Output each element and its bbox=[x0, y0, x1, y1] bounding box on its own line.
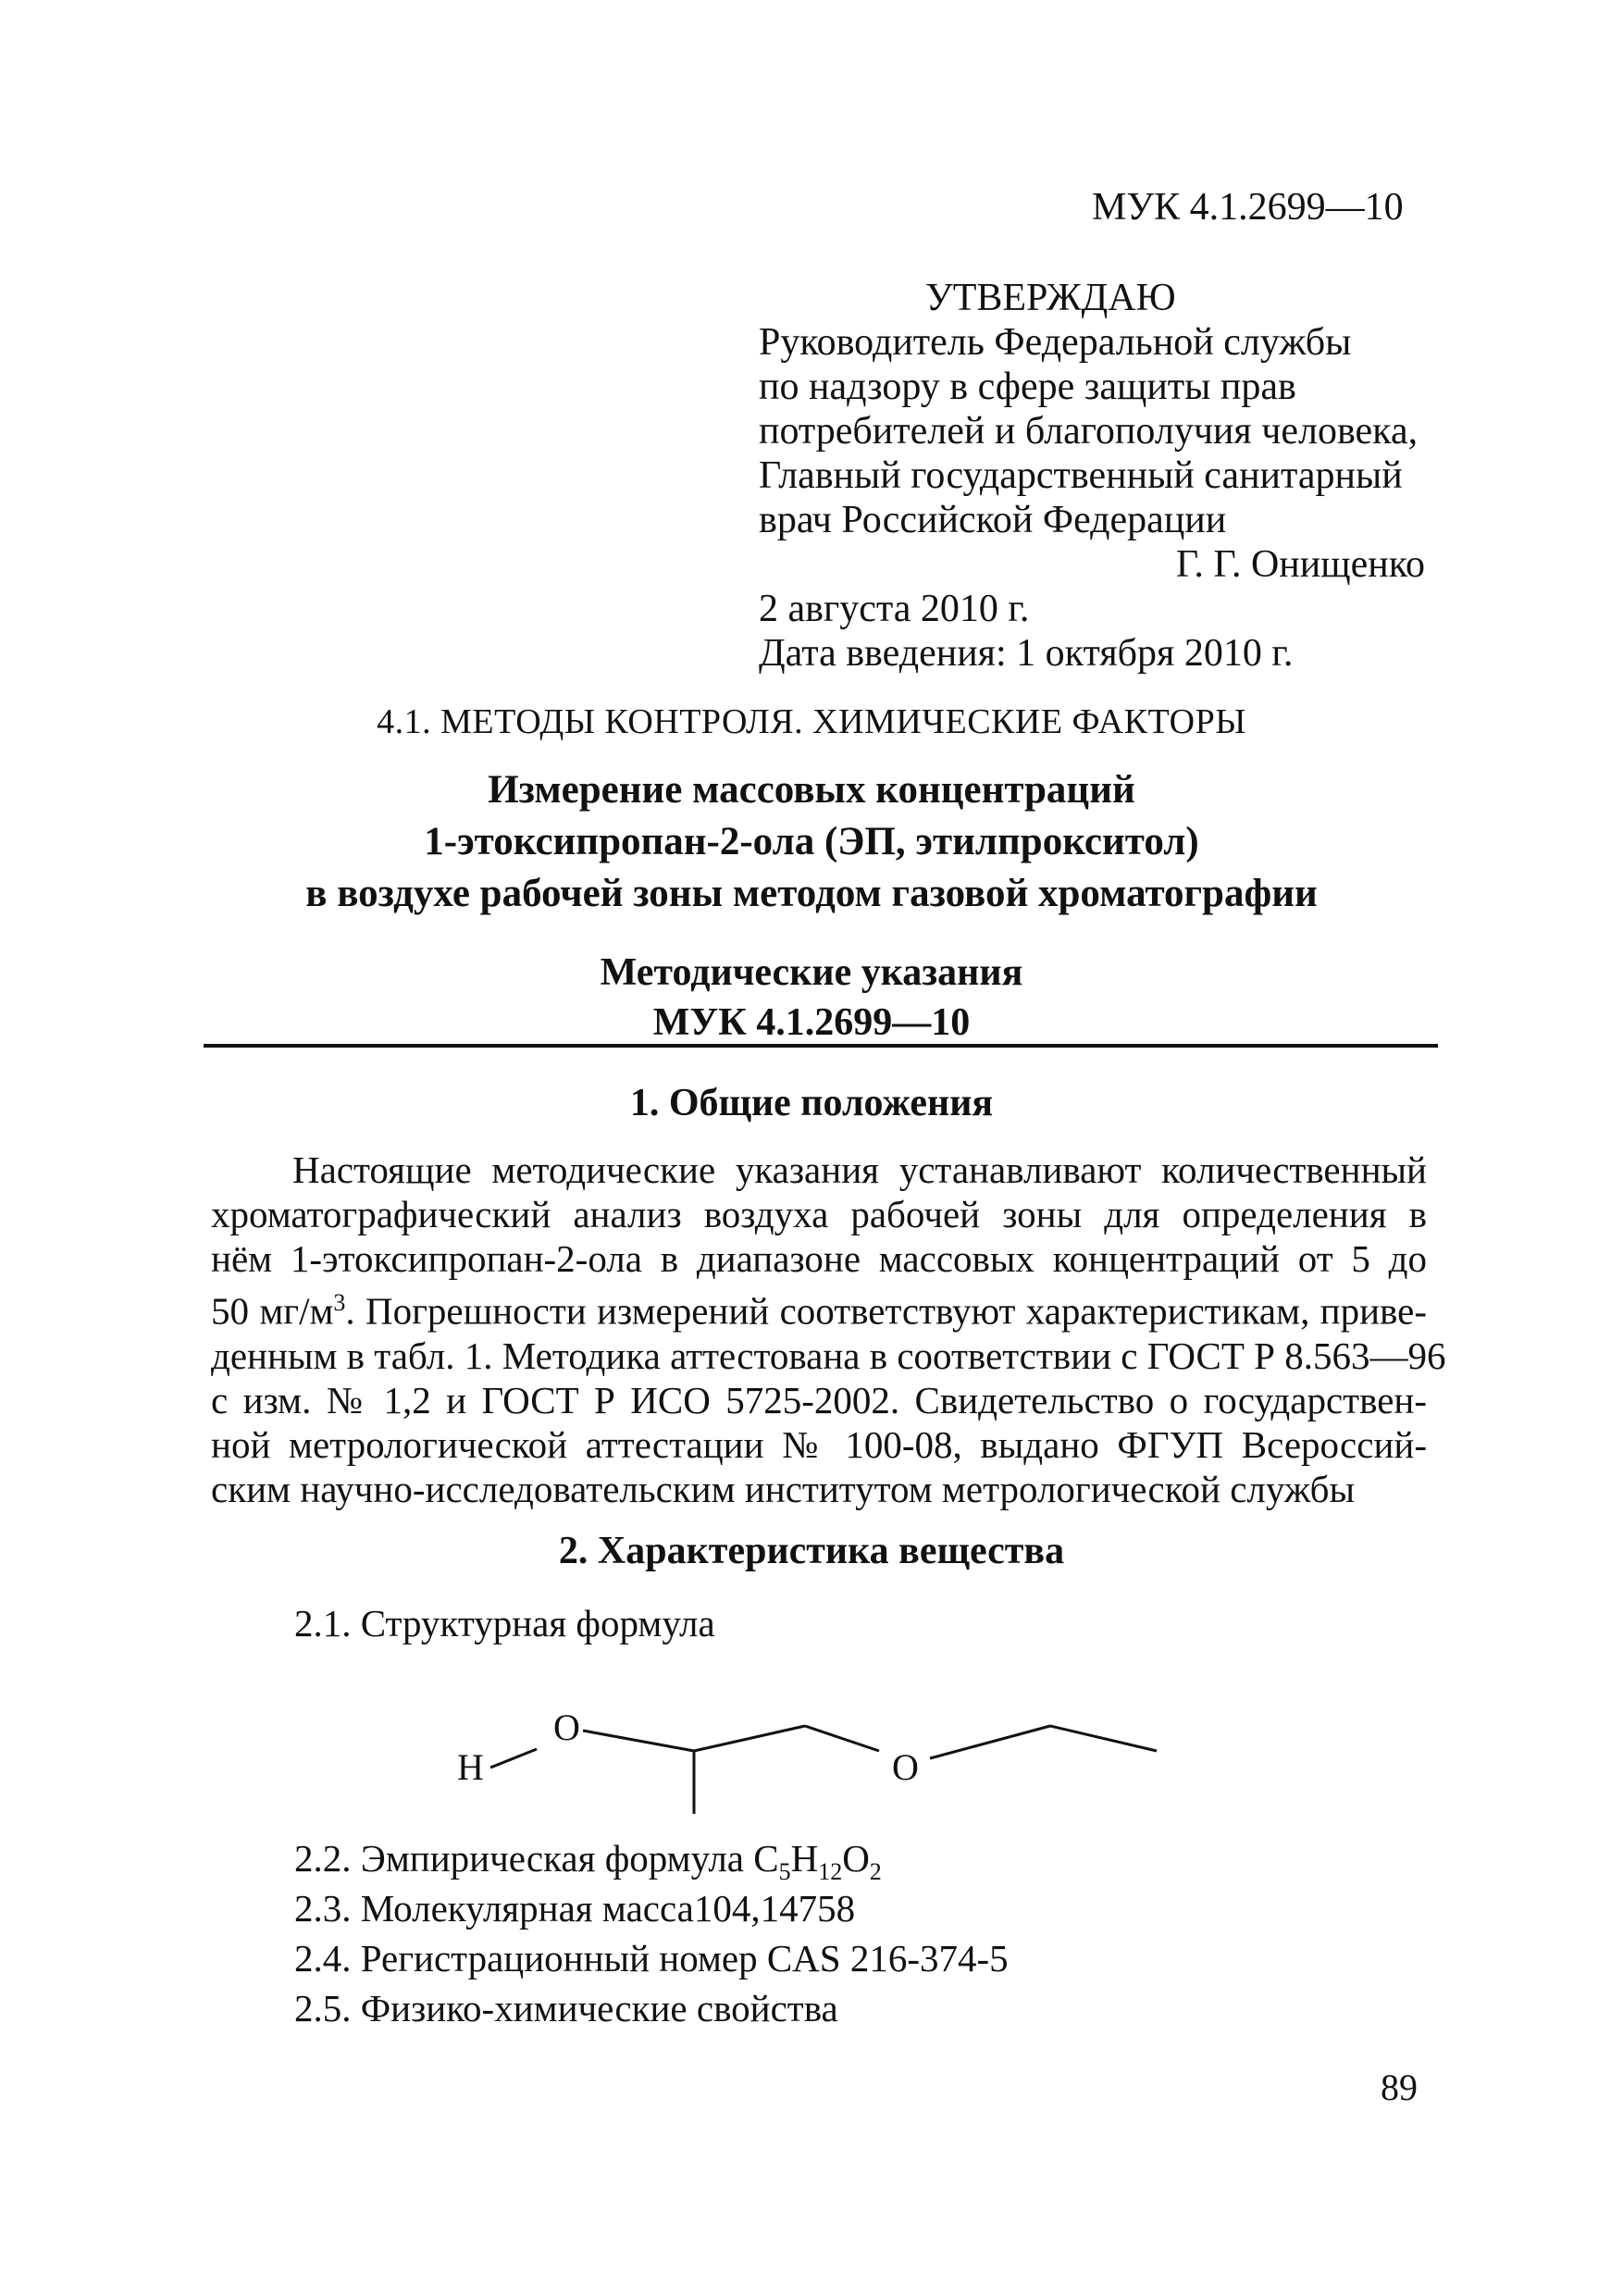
paragraph-line: хроматографический анализ воздуха рабочей зоны для определения в bbox=[211, 1193, 1427, 1235]
subscript: 2 bbox=[869, 1858, 882, 1886]
page-number: 89 bbox=[1381, 2066, 1418, 2108]
approval-block bbox=[759, 276, 1425, 676]
unit-superscript: 3 bbox=[333, 1289, 346, 1316]
effective-date: Дата введения: 1 октября 2010 г. bbox=[759, 632, 1294, 675]
atom-o: O bbox=[553, 1706, 580, 1748]
approval-line: Руководитель Федеральной службы bbox=[759, 321, 1352, 364]
structural-formula bbox=[444, 1684, 1184, 1814]
structural-formula-label: 2.1. Структурная формула bbox=[294, 1602, 715, 1644]
bond bbox=[583, 1731, 694, 1751]
concentration-unit: 50 мг/м bbox=[211, 1289, 334, 1333]
document-subtitle bbox=[0, 948, 1623, 1048]
atom-h: H bbox=[457, 1746, 484, 1788]
cas-number: 2.4. Регистрационный номер CAS 216-374-5 bbox=[294, 1937, 1009, 1980]
section-heading: 4.1. МЕТОДЫ КОНТРОЛЯ. ХИМИЧЕСКИЕ ФАКТОРЫ bbox=[377, 702, 1246, 741]
title-line: 1-этоксипропан-2-ола (ЭП, этилпрокситол) bbox=[424, 820, 1199, 863]
paragraph-line: с изм. № 1,2 и ГОСТ Р ИСО 5725-2002. Свидетельство о государствен- bbox=[211, 1378, 1427, 1421]
empirical-formula bbox=[294, 1836, 882, 1886]
bond bbox=[1050, 1726, 1157, 1751]
paragraph-line: денным в табл. 1. Методика аттестована в соответствии с ГОСТ Р 8.563—96 bbox=[211, 1334, 1446, 1377]
element-h: H bbox=[790, 1837, 819, 1880]
paragraph-line: Настоящие методические указания устанавливают количественный bbox=[292, 1148, 1427, 1191]
subscript: 5 bbox=[778, 1858, 791, 1886]
approval-heading: УТВЕРЖДАЮ bbox=[925, 277, 1176, 319]
paragraph-text: . Погрешности измерений соответствуют характеристикам, приве- bbox=[345, 1289, 1427, 1333]
atom-o: O bbox=[892, 1746, 919, 1788]
paragraph-line bbox=[211, 1281, 1427, 1334]
approval-line: врач Российской Федерации bbox=[759, 499, 1227, 541]
bond bbox=[694, 1726, 805, 1751]
section1-paragraph bbox=[211, 1148, 1446, 1511]
paragraph-line: нём 1-этоксипропан-2-ола в диапазоне массовых концентраций от 5 до bbox=[211, 1237, 1427, 1280]
element-o: O bbox=[842, 1837, 870, 1880]
paragraph-line: ским научно-исследовательским институтом метрологической службы bbox=[211, 1467, 1356, 1510]
approval-line: потребителей и благополучия человека, bbox=[759, 410, 1419, 453]
properties-label: 2.5. Физико-химические свойства bbox=[294, 1987, 838, 2029]
section1-heading: 1. Общие положения bbox=[629, 1082, 994, 1124]
approval-line: по надзору в сфере защиты прав bbox=[759, 366, 1296, 408]
subtitle-line: МУК 4.1.2699—10 bbox=[652, 1001, 971, 1044]
approval-line: Главный государственный санитарный bbox=[759, 454, 1403, 497]
approval-signatory: Г. Г. Онищенко bbox=[1175, 543, 1425, 586]
document-title bbox=[0, 764, 1623, 920]
subscript: 12 bbox=[818, 1858, 843, 1886]
bond bbox=[930, 1726, 1050, 1758]
subtitle-line: Методические указания bbox=[600, 951, 1023, 994]
bond bbox=[805, 1726, 879, 1751]
document-code: МУК 4.1.2699—10 bbox=[1092, 186, 1404, 229]
horizontal-rule bbox=[204, 1044, 1438, 1048]
bond bbox=[490, 1749, 537, 1768]
approval-date: 2 августа 2010 г. bbox=[759, 588, 1030, 630]
empirical-label: 2.2. Эмпирическая формула C bbox=[294, 1837, 779, 1880]
title-line: в воздухе рабочей зоны методом газовой хроматографии bbox=[305, 872, 1318, 915]
paragraph-line: ной метрологической аттестации № 100-08, выдано ФГУП Всероссий- bbox=[211, 1422, 1427, 1466]
section2-heading: 2. Характеристика вещества bbox=[558, 1530, 1065, 1572]
title-line: Измерение массовых концентраций bbox=[488, 768, 1135, 812]
molar-mass: 2.3. Молекулярная масса104,14758 bbox=[294, 1887, 856, 1930]
